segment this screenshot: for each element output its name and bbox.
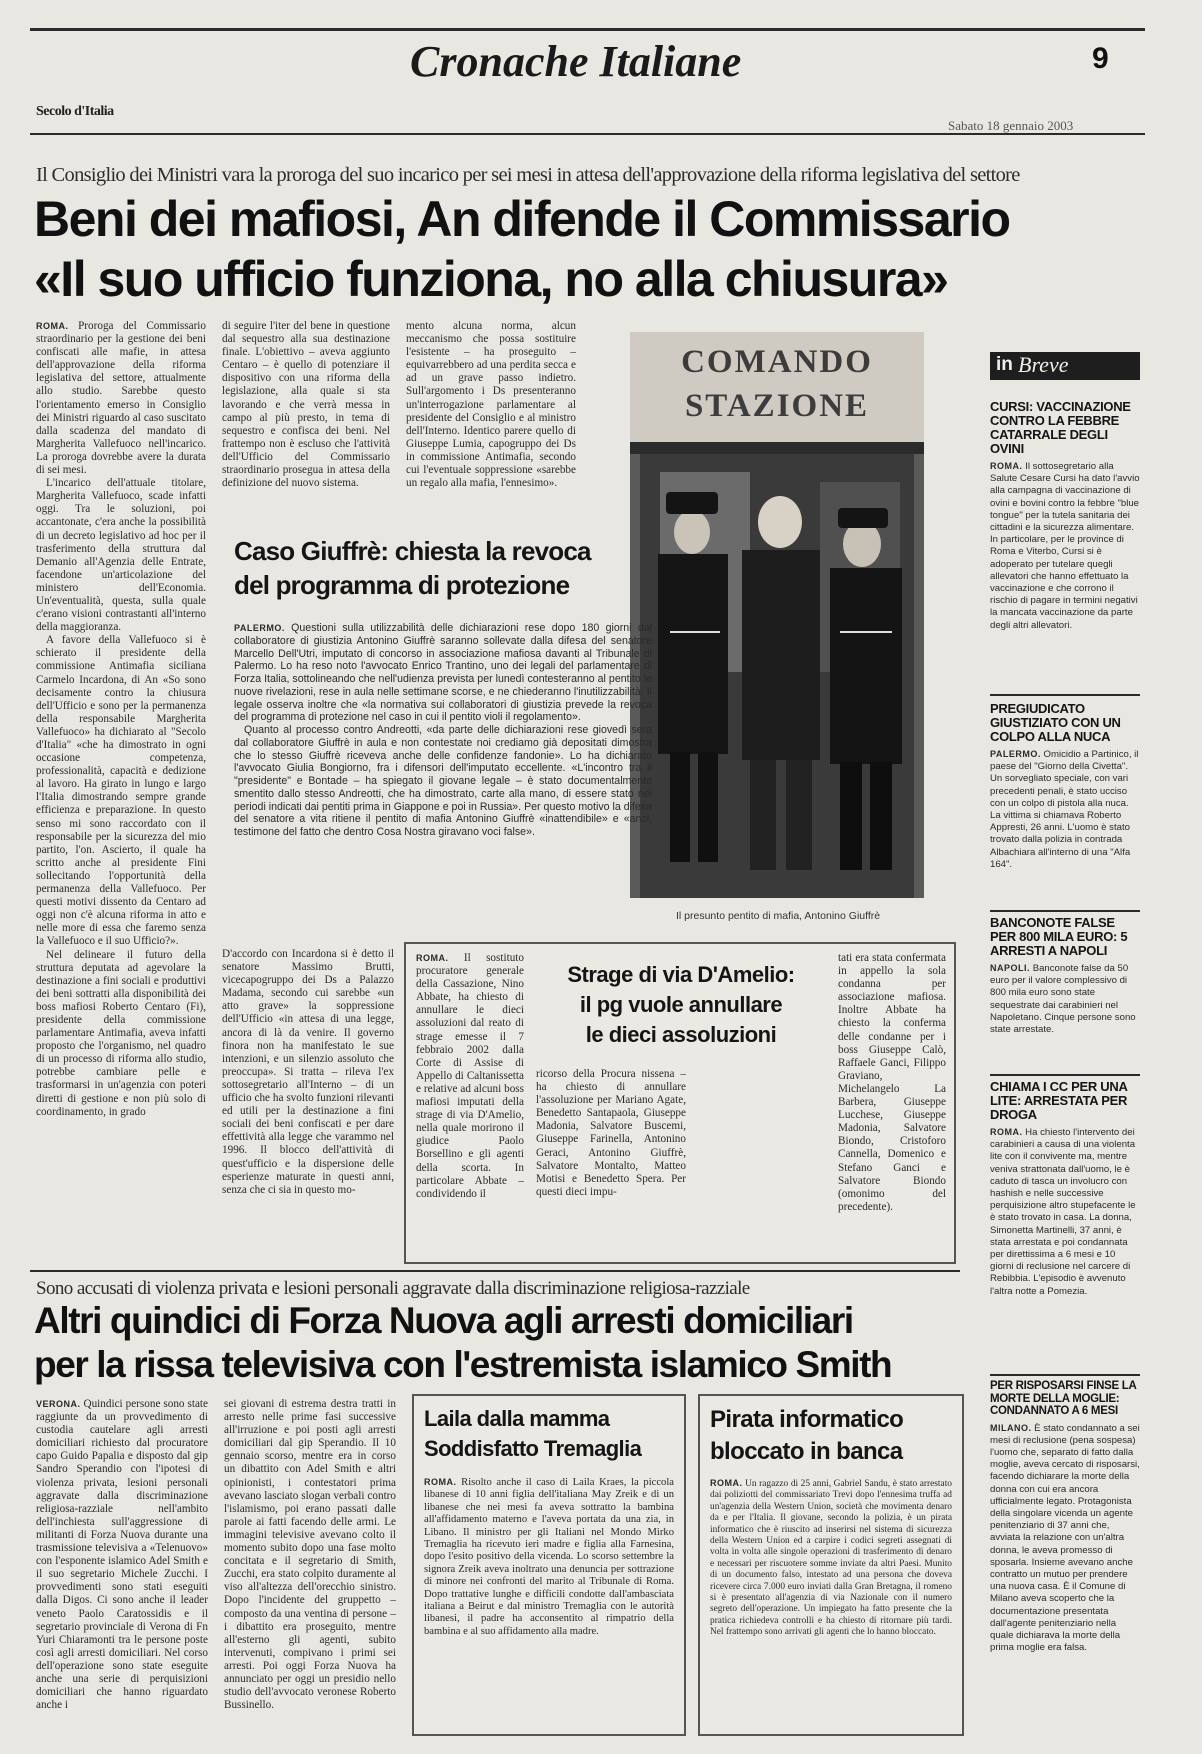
brief-divider-4 — [990, 1374, 1140, 1376]
in-breve-in: in — [996, 354, 1013, 375]
carabinieri-photo — [630, 332, 924, 898]
brief-1-dateline: ROMA. — [990, 461, 1023, 471]
brief-2-text: Omicidio a Partinico, il paese del "Giorno della Civetta". Un sorvegliato speciale, con vari precedenti penali, è stato ucciso con un colpo di pistola alla nuca. La vittima si chiamava Roberto Appresti, 26 anni. L'uomo è stato trovato dalla polizia in contrada Albachiara all'interno di una "Alfa 164". — [990, 749, 1139, 870]
brief-1-text: Il sottosegretario alla Salute Cesare Cursi ha dato l'avvio alla campagna di vaccinazione di ovini e bovini contro la febbre "blue tongue" per la tutela sanitaria dei cittadini e la sicurezza alimentare. In particolare, per le province di Roma e Viterbo, Cursi si è adoperato per tutelare quegli allevatori che hanno effettuato la vaccinazione e che corrono il rischio di pagare in termini negativi la mancata vaccinazione da parte degli altri allevatori. — [990, 461, 1140, 631]
laila-body — [424, 1476, 674, 1726]
lead-col2-text: di seguire l'iter del bene in questione dal sequestro alla sua destinazione finale. L'obiettivo – aveva aggiunto Centaro – è quello di potenziare il dispositivo con una riforma della legislazione, alla quale si sta lavorando e che verrà messa in campo al più presto, in tema di sequestro e confisca dei beni. Nel frattempo non è escluso che l'attività dell'Ufficio del Commissario straordinario prosegua in attesa della definizione del nuovo sistema. — [222, 320, 390, 490]
pirata-headline-line2: bloccato in banca — [710, 1438, 903, 1465]
brief-3 — [990, 916, 1140, 1062]
masthead-rule — [30, 133, 1145, 135]
brief-3-text: Banconote false da 50 euro per il valore complessivo di 800 mila euro sono state sequestrate dai carabinieri nel Napoletano. Cinque persone sono state arrestate. — [990, 963, 1136, 1036]
brief-4-dateline: ROMA. — [990, 1127, 1023, 1137]
brief-4 — [990, 1080, 1140, 1364]
brief-1-body — [990, 460, 1140, 674]
damelio-dateline: ROMA. — [416, 953, 449, 963]
forza-nuova-headline-line2: per la rissa televisiva con l'estremista islamico Smith — [34, 1344, 892, 1385]
pirata-story — [698, 1394, 964, 1736]
sign-line1: COMANDO — [681, 344, 873, 380]
laila-headline-line1: Laila dalla mamma — [424, 1406, 610, 1431]
lead-col3-text: mento alcuna norma, alcun meccanismo che possa sostituire l'esistente – ha proseguito – equivarrebbero ad una perdita secca e ad un grave passo indietro. Sull'argomento i Ds presenteranno un'interrogazione parlamentare al presidente del Consiglio e al ministro dell'Interno. Identico parere quello di Giuseppe Lumia, capogruppo dei Ds in commissione Antimafia, secondo cui l'eventuale soppressione «sarebbe un regalo alla mafia, l'ennesimo». — [406, 320, 576, 490]
giuffre-headline-line2: del programma di protezione — [234, 570, 570, 600]
brief-5-dateline: MILANO. — [990, 1422, 1032, 1433]
brief-4-title: CHIAMA I CC PER UNA LITE: ARRESTATA PER DROGA — [990, 1079, 1128, 1122]
brief-5 — [990, 1380, 1140, 1716]
in-breve-breve: Breve — [1018, 352, 1069, 377]
damelio-text-left: Il sostituto procuratore generale della Cassazione, Nino Abbate, ha chiesto di annullare le dieci assoluzioni dal reato di strage emesse il 7 febbraio 2002 dalla Corte di Assise di Appello di Caltanissetta e relative ad alcuni boss mafiosi imputati della strage di via D'Amelio, nella quale morirono il giudice Paolo Borsellino e gli agenti della scorta. In particolare Abbate – condividendo il — [416, 952, 524, 1200]
brief-4-text: Ha chiesto l'intervento dei carabinieri a causa di una violenta lite con il convivente ma, mentre veniva strattonata dall'uomo, le è caduto di tasca un involucro con hashish e nelle successive perquisizione altro stupefacente le è stato trovato in casa. La donna, Simonetta Martinelli, 37 anni, è stata arrestata e poi condannata per direttissima a 6 mesi e 10 giorni di reclusione nel carcere di Rebibbia. L'episodio è avvenuto l'altra notte a Pomezia. — [990, 1127, 1136, 1297]
brief-3-body — [990, 962, 1140, 1062]
in-breve-header — [990, 352, 1140, 380]
brief-5-body — [990, 1422, 1140, 1716]
laila-headline-line2: Soddisfatto Tremaglia — [424, 1436, 642, 1461]
brief-1-title: CURSI: VACCINAZIONE CONTRO LA FEBBRE CATARRALE DEGLI OVINI — [990, 399, 1131, 456]
lead-column-3 — [406, 320, 576, 512]
photo-caption: Il presunto pentito di mafia, Antonino Giuffrè — [676, 910, 881, 922]
sign-line2: STAZIONE — [684, 388, 870, 424]
damelio-headline-line1: Strage di via D'Amelio: — [567, 962, 795, 987]
pirata-dateline: ROMA. — [710, 1478, 743, 1488]
damelio-story — [404, 942, 956, 1264]
brief-divider-2 — [990, 910, 1140, 912]
giuffre-text-2: Quanto al processo contro Andreotti, «da parte delle dichiarazioni rese giovedì sera dal collaboratore Giuffrè in aula e non contestate noi crediamo già depositati dimostra che lo stesso Giuffrè riceveva anche delle confidenze fandonie». Lo ha dichiarato l'avvocato Giulia Bongiorno, fra i difensori dell'imputato eccellente. «L'incontro tra il "presidente" e Bontade – ha spiegato il giovane legale – è stato documentalmente smentito dallo stesso Andreotti, che ha dimostrato, carte alla mano, di essere stato nei periodi indicati dai pentiti prima in Giappone e poi in Russia». Per questo motivo la difesa del senatore a vita ritiene il pentito di mafia Antonino Giuffrè «inattendibile» e «anzi, testimone del fatto che dentro Cosa Nostra giravano voci false». — [234, 724, 652, 838]
lead-col1d-text: Nel delineare il futuro della struttura deputata ad agevolare la destinazione a fini sociali e produttivi dei beni sottratti alla disponibilità dei boss mafiosi Roberto Centaro (Fi), presidente della commissione parlamentare Antimafia, aveva infatti proposto che l'organismo, nel quadro di un processo di riforma allo studio, potrebbe cambiare pelle e trasformarsi in un'agenzia con poteri diretti di gestione e non più solo di coordinamento, in grado — [36, 948, 206, 1118]
brief-4-body — [990, 1126, 1140, 1364]
brief-5-title: PER RISPOSARSI FINSE LA MORTE DELLA MOGLIE: CONDANNATO A 6 MESI — [990, 1380, 1137, 1417]
lead-dateline: ROMA. — [36, 321, 69, 331]
brief-2-title: PREGIUDICATO GIUSTIZIATO CON UN COLPO ALLA NUCA — [990, 701, 1121, 744]
pirata-body — [710, 1478, 952, 1726]
damelio-headline-line2: il pg vuole annullare — [579, 992, 783, 1017]
brief-3-title: BANCONOTE FALSE PER 800 MILA EURO: 5 ARRESTI A NAPOLI — [990, 915, 1128, 958]
damelio-text-mid: ricorso della Procura nissena – ha chiesto di annullare l'assoluzione per Mariano Agate, Benedetto Santapaola, Giuseppe Madonia, Salvatore Buscemi, Giuseppe Farinella, Antonino Geraci, Antonino Giuffrè, Salvatore Montalto, Matteo Motisi e Benedetto Spera. Per questi dieci impu- — [536, 1068, 686, 1198]
brief-2-dateline: PALERMO. — [990, 749, 1041, 759]
incardona-column — [222, 948, 394, 1262]
laila-dateline: ROMA. — [424, 1477, 457, 1487]
pirata-headline-line1: Pirata informatico — [710, 1406, 904, 1433]
brief-5-text: È stato condannato a sei mesi di reclusione (pena sospesa) l'uomo che, separato di fatto dalla moglie, aveva cercato di risposarsi, facendo dichiarare la morte della donna con cui era ancora ufficialmente legato. Protagonista della singolare vicenda un agente penitenziario di 37 anni che, avviata la relazione con un'altra donna, le aveva promesso di sposarla. Insieme avevano anche contratto un mutuo per prendere una nuova casa. È il Comune di Milano aveva scoperto che la documentazione presentata dall'agente penitenziario nella quale dichiarava la morte della prima moglie era falsa. — [990, 1422, 1140, 1654]
forza-nuova-col1 — [36, 1398, 208, 1732]
brief-2 — [990, 702, 1140, 908]
section-title: Cronache Italiane — [410, 37, 742, 86]
page-number: 9 — [1092, 42, 1109, 75]
damelio-col-mid2 — [698, 1068, 828, 1256]
giuffre-text-1: Questioni sulla utilizzabilità delle dichiarazioni rese dopo 180 giorni dal collaboratore di giustizia Antonino Giuffrè saranno sollevate dalla difesa del senatore Marcello Dell'Utri, imputato di concorso in associazione mafiosa davanti al Tribunale di Palermo. Lo ha reso noto l'avvocato Enrico Trantino, uno dei legali del parlamentare di Forza Italia, sottolineando che nell'udienza prevista per lunedì contesteranno al pentito le nuove rivelazioni, rese in aula nelle settimane scorse, e ne chiederanno l'inutilizzabilità. Il legale osserva inoltre che «la normativa sui collaboratori di giustizia prevede la revoca del programma di protezione nel caso in cui il pentito violi il regolamento». — [234, 622, 652, 724]
laila-text: Risolto anche il caso di Laila Kraes, la piccola libanese di 10 anni figlia dell'italiana May Zreik e di un libanese che nei mesi fa aveva sottratto la bambina all'affidamento materno e l'aveva portata da una zia, in Libano. Il ministro per gli Italiani nel Mondo Mirko Tremaglia ha ricevuto ieri madre e figlia alla Farnesina, dopo l'esito positivo della vicenda. Lo scorso settembre la signora Zreik aveva inoltrato una denuncia per sottrazione di minore nei confronti del marito al Tribunale di Roma. Dopo trattative lunghe e difficili condotte dall'ambasciata italiana a Beirut e dal ministro Tremaglia con le autorità libanesi, il padre ha acconsentito al rimpatrio della bambina e al suo affidamento alla madre. — [424, 1477, 674, 1637]
lead-column-1 — [36, 320, 206, 1262]
giuffre-text — [234, 622, 652, 934]
pirata-text: Un ragazzo di 25 anni, Gabriel Sandu, è stato arrestato dai poliziotti del commissariato Trevi dopo l'ennesima truffa ad un'agenzia della Western Union, società che movimenta denaro da e per l'Italia. Il giovane, secondo la polizia, è un pirata informatico che è riuscito ad inserirsi nel sistema di sicurezza della Western Union ed a carpire i codici segreti assegnati di volta in volta alle singole operazioni di trasferimento di denaro e necessari per riscuotere somme inviate da altri Paesi. Munito di un documento falso, intestato ad una persona che doveva ricevere circa 7.000 euro inviati dalla Gran Bretagna, il romeno si è presentato all'agenzia di via Nazionale con il numero segreto dell'operazione. Un impiegato ha fatto presente che la pratica richiedeva controlli e ha chiesto di ritornare più tardi. Nel frattempo sono arrivati gli agenti che lo hanno bloccato. — [710, 1479, 952, 1638]
brief-divider-1 — [990, 694, 1140, 696]
lead-column-2 — [222, 320, 390, 512]
brief-1 — [990, 400, 1140, 674]
damelio-col-right — [838, 952, 946, 1256]
in-breve-sidebar — [972, 338, 1148, 1733]
giuffre-dateline: PALERMO. — [234, 623, 285, 633]
forza-nuova-rule — [30, 1270, 960, 1272]
damelio-text-right: tati era stata confermata in appello la sola condanna per associazione mafiosa. Inoltre Abbate ha chiesto la conferma delle condanne per i boss Giuseppe Calò, Raffaele Ganci, Filippo Graviano, Michelangelo La Barbera, Giuseppe Lucchese, Giuseppe Madonia, Salvatore Biondo, Cristoforo Cannella, Domenico e Stefano Ganci e Salvatore Biondo (omonimo del precedente). — [838, 952, 946, 1213]
brief-3-dateline: NAPOLI. — [990, 963, 1031, 973]
newspaper-name: Secolo d'Italia — [36, 104, 114, 119]
issue-date: Sabato 18 gennaio 2003 — [948, 118, 1074, 133]
incardona-text: D'accordo con Incardona si è detto il senatore Massimo Brutti, vicecapogruppo dei Ds a Palazzo Madama, secondo cui sarebbe «un atto grave» la soppressione dell'Ufficio «in attesa di una legge, ancora di là da venire. Il governo finora non ha manifestato le sue intenzioni, e un silenzio assoluto che preoccupa». Si tratta – rileva l'ex sottosegretario all'Interno – di un ufficio che ha svolto funzioni rilevanti ed utili per la destinazione a fini sociali dei beni confiscati e per dare effettività alla legge che varammo nel 1996. Il blocco dell'attività di quest'ufficio e la dispersione delle esperienze maturate in questi anni, senza che ci sia in questo mo- — [222, 948, 394, 1196]
giuffre-story — [224, 526, 652, 944]
forza-nuova-kicker: Sono accusati di violenza privata e lesioni personali aggravate dalla discriminazione religiosa-razziale — [36, 1278, 750, 1299]
top-rule — [30, 28, 1145, 31]
forza-nuova-col2 — [224, 1398, 396, 1732]
lead-headline-line1: Beni dei mafiosi, An difende il Commissario — [34, 191, 1010, 247]
giuffre-headline-line1: Caso Giuffrè: chiesta la revoca — [234, 536, 591, 566]
lead-headline-line2: «Il suo ufficio funziona, no alla chiusura» — [34, 251, 948, 307]
forza-nuova-dateline: VERONA. — [36, 1399, 81, 1409]
brief-divider-3 — [990, 1074, 1140, 1076]
lead-col1b-text: L'incarico dell'attuale titolare, Margherita Vallefuoco, scade infatti oggi. Tra le soluzioni, poi accantonate, c'era anche la possibilità di un decreto legislativo ad hoc per il trasferimento della struttura dal Demanio all'Agenzia delle Entrate, facendone un'articolazione del ministero dell'Economia. Un'eventualità, questa, sulla quale c'erano visioni contrastanti all'interno della maggioranza. — [36, 477, 206, 634]
forza-nuova-headline-line1: Altri quindici di Forza Nuova agli arresti domiciliari — [34, 1300, 853, 1341]
brief-2-body — [990, 748, 1140, 908]
damelio-headline-line3: le dieci assoluzioni — [585, 1022, 777, 1047]
laila-story — [412, 1394, 686, 1736]
forza-nuova-col1-text: Quindici persone sono state raggiunte da un provvedimento di custodia cautelare agli arresti domiciliari richiesto dal procuratore capo Guido Papalia e disposto dal gip Sandro Sperandio con l'ipotesi di violenza privata, lesioni personali aggravate dalla discriminazione religiosa-razziale nell'ambito dell'inchiesta sull'aggressione di militanti di Forza Nuova durante una trasmissione televisiva a «Telenuovo» con l'esponente islamico Adel Smith e il suo segretario Michele Zucchi. I provvedimenti sono stati eseguiti dalla Digos. Ci sono anche il leader veneto Paolo Caratossidis e il segretario provinciale di Verona di Fn Yuri Chiaramonti tra le persone poste così agli arresti domiciliari. Nel corso dell'operazione sono state eseguite anche una serie di perquisizioni domiciliari che hanno riguardato anche i — [36, 1398, 208, 1712]
lead-kicker: Il Consiglio dei Ministri vara la proroga del suo incarico per sei mesi in attesa dell'approvazione della riforma legislativa del settore — [36, 164, 1020, 186]
damelio-col-mid — [536, 1068, 686, 1256]
lead-col1-text: Proroga del Commissario straordinario per la gestione dei beni confiscati alle mafie, in attesa dell'approvazione della riforma legislativa del settore, attualmente allo studio. Sarebbe questo l'orientamento emerso in Consiglio dei Ministri riguardo al caso suscitato dalla scadenza del mandato di Margherita Vallefuoco nell'incarico. La proroga dovrebbe avere la durata di sei mesi. — [36, 320, 206, 477]
lead-col1c-text: A favore della Vallefuoco si è schierato il presidente della commissione Antimafia siciliana Carmelo Incardona, di An «So sono decisamente contro la chiusura dell'Ufficio e sono per la permanenza della responsabile Margherita Vallefuoco» ha dichiarato al "Secolo d'Italia" «che ha dimostrato in ogni occasione competenza, professionalità, capacità e dedizione al lavoro. Ha girato in lungo e largo l'Italia dimostrando sempre grande efficienza e preparazione. In questo senso mi sono raccordato con il responsabile per la sicurezza del mio partito, l'on. Ascierto, il quale ha scritto anche al presidente Fini sollecitando l'opportunità della permanenza della Vallefuoco. Per questi motivi dissento da Centaro ad oggi non c'è alcuna riforma in atto e nelle more di essa che faremo senza la Vallefuoco e il suo Ufficio?». — [36, 634, 206, 948]
forza-nuova-col2-text: sei giovani di estrema destra tratti in arresto nelle prime fasi successive all'irruzione e poi posti agli arresti domiciliari dal gip Sperandio. Il 10 gennaio scorso, mentre era in corso un dibattito con Adel Smith e altri opinionisti, i contestatori prima avevano lasciato slogan verbali contro l'islamismo, poi erano passati dalle parole ai fatti facendo delle armi. Le immagini televisive avevano colto il momento subito dopo una fase molto concitata e il segretario di Smith, Zucchi, era stato colpito duramente al viso all'altezza dell'orecchio sinistro. Dopo l'incidente del gruppetto – composto da una ventina di persone – i dibattito era proseguito, mentre all'esterno gli agenti, subito intervenuti, compivano i primi sei arresti. Poi oggi Forza Nuova ha annunciato per oggi un presidio nello studio dell'avvocato veronese Roberto Bussinello. — [224, 1398, 396, 1712]
damelio-col-left — [416, 952, 524, 1256]
